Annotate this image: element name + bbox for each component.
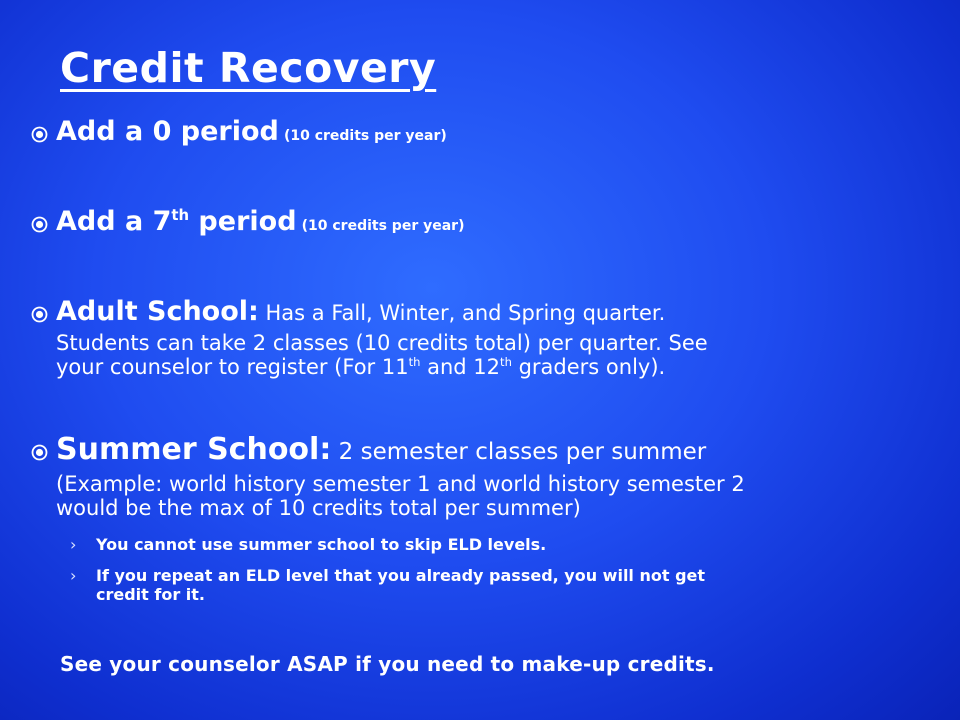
- bullet-summer-school: [22, 432, 952, 520]
- bullet-adult-school: [22, 296, 952, 379]
- circled-dot-icon: [22, 432, 56, 461]
- slide-title: Credit Recovery: [60, 44, 437, 92]
- circled-dot-icon: [22, 206, 56, 233]
- circled-dot-icon: [22, 296, 56, 323]
- bullet-text-line: would be the max of 10 credits total per summer): [56, 496, 581, 520]
- sub-bullet-text: You cannot use summer school to skip ELD levels.: [96, 535, 547, 554]
- sub-bullet-eld-skip: [70, 535, 940, 554]
- bullet-lead: Summer School:: [56, 432, 332, 467]
- bullet-lead: Add a 7: [56, 206, 172, 237]
- chevron-right-icon: ›: [70, 535, 77, 554]
- bullet-add-7th-period: [22, 206, 952, 237]
- circled-dot-icon: [22, 116, 56, 143]
- chevron-right-icon: ›: [70, 566, 77, 585]
- bullet-add-0-period: [22, 116, 952, 147]
- bullet-note: (10 credits per year): [283, 128, 447, 144]
- sub-bullet-text: credit for it.: [96, 585, 206, 604]
- bullet-lead: Add a 0 period: [56, 116, 279, 147]
- bullet-text-line: Students can take 2 classes (10 credits total) per quarter. See: [56, 331, 708, 355]
- ordinal-suffix: th: [171, 206, 190, 224]
- bullet-text-line: your counselor to register (For 11th and 12th graders only).: [56, 355, 666, 379]
- bullet-text-line: (Example: world history semester 1 and world history semester 2: [56, 472, 745, 496]
- bullet-text-line: Has a Fall, Winter, and Spring quarter.: [258, 301, 666, 325]
- bullet-lead: Adult School:: [56, 296, 259, 327]
- bullet-lead-rest: period: [189, 206, 297, 237]
- sub-bullet-eld-repeat: [70, 566, 940, 604]
- bullet-note: (10 credits per year): [301, 218, 465, 234]
- sub-bullet-text: If you repeat an ELD level that you already passed, you will not get: [96, 566, 706, 585]
- bullet-text-line: 2 semester classes per summer: [331, 439, 707, 465]
- closing-note: See your counselor ASAP if you need to make-up credits.: [60, 652, 715, 676]
